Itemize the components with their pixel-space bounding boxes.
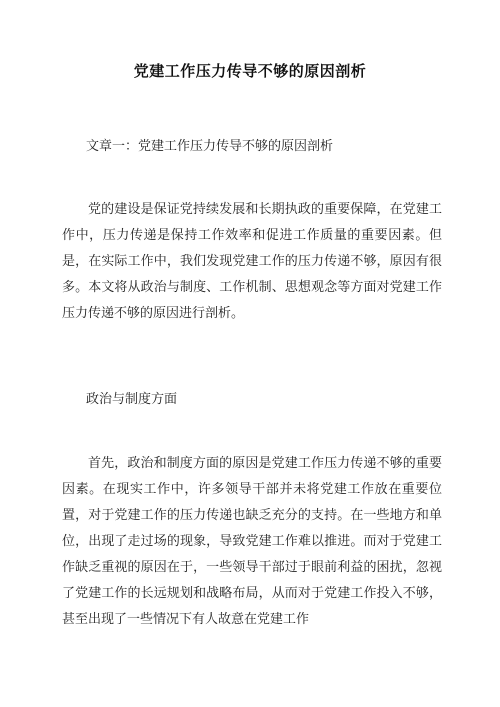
body-paragraph-politics: 首先，政治和制度方面的原因是党建工作压力传递不够的重要因素。在现实工作中，许多领导干部并未将党建工作放在重要位置，对于党建工作的压力传递也缺乏充分的支持。在一些地方和单位，出现了走过场的现象，导致党建工作难以推进。而对于党建工作缺乏重视的原因在于，一些领导干部过于眼前利益的困扰，忽视了党建工作的长远规划和战略布局，从而对于党建工作投入不够，甚至出现了一些情况下有人故意在党建工作 <box>62 456 442 627</box>
section-heading-article-one: 文章一：党建工作压力传导不够的原因剖析 <box>86 139 334 154</box>
document-title: 党建工作压力传导不够的原因剖析 <box>133 62 367 80</box>
section-heading-politics-system: 政治与制度方面 <box>86 392 178 407</box>
body-paragraph-intro: 党的建设是保证党持续发展和长期执政的重要保障，在党建工作中，压力传递是保持工作效率和促进工作质量的重要因素。但是，在实际工作中，我们发现党建工作的压力传递不够，原因有很多。本文将从政治与制度、工作机制、思想观念等方面对党建工作压力传递不够的原因进行剖析。 <box>62 202 442 321</box>
